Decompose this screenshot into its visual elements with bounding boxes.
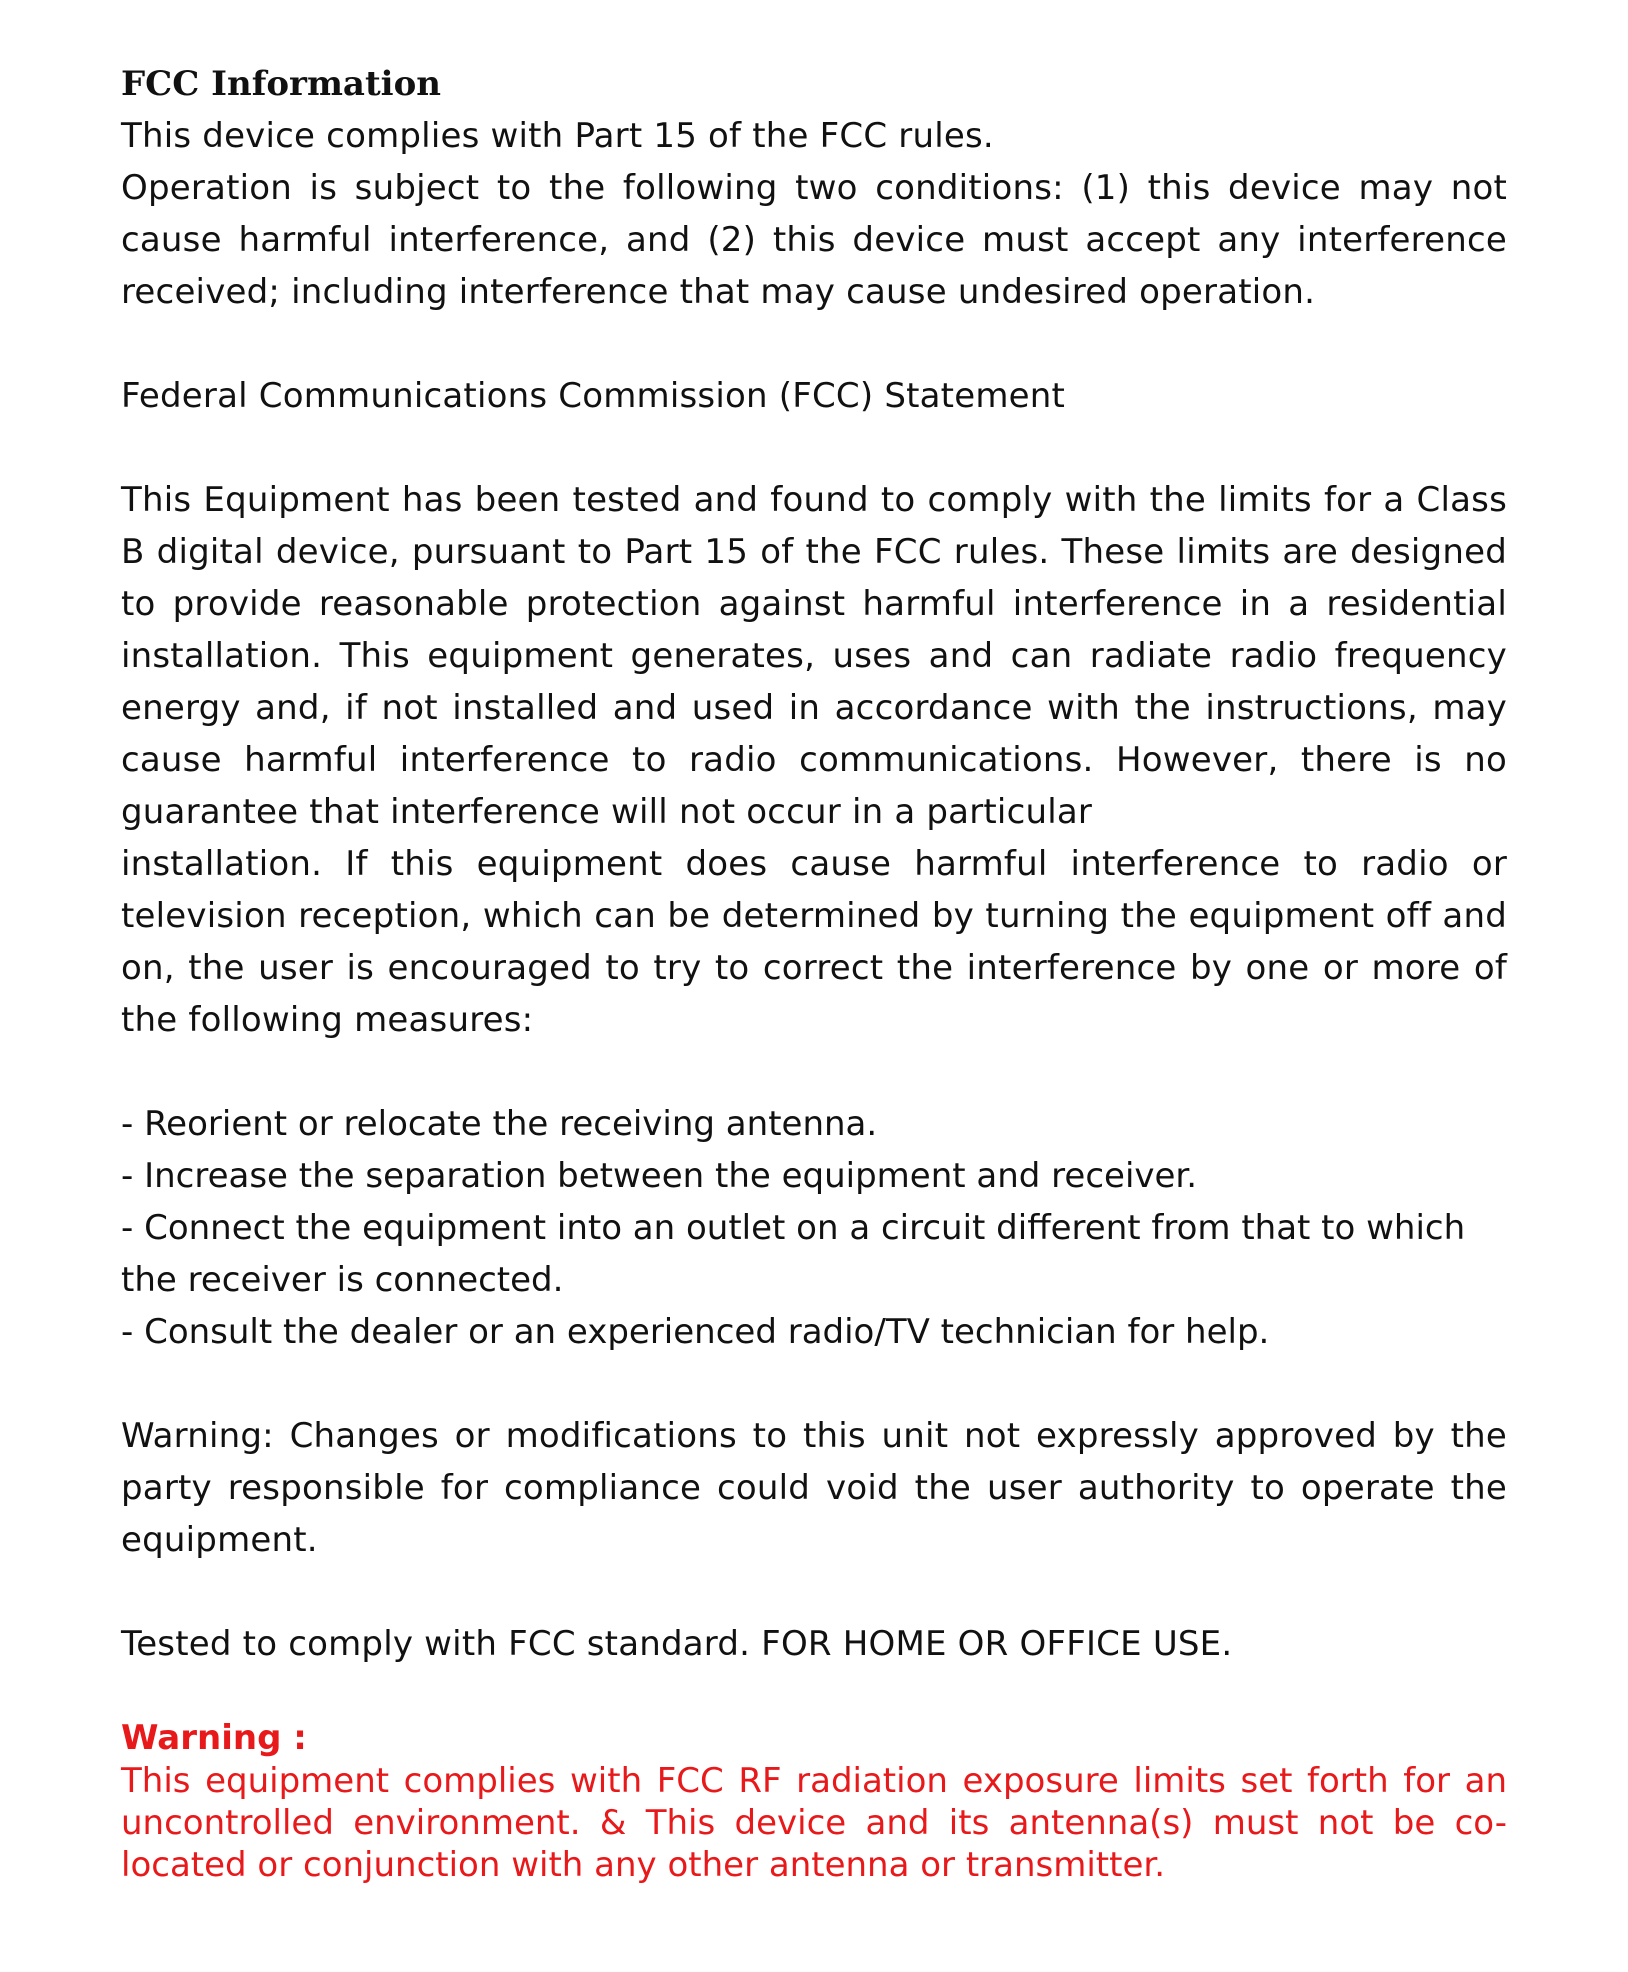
spacer xyxy=(121,1566,1507,1618)
spacer xyxy=(121,318,1507,370)
statement-heading: Federal Communications Commission (FCC) Statement xyxy=(121,376,1066,416)
tested-statement: Tested to comply with FCC standard. FOR HOME OR OFFICE USE. xyxy=(121,1624,1233,1664)
measure-item: - Consult the dealer or an experienced radio/TV technician for help. xyxy=(121,1312,1270,1352)
modifications-warning: Warning: Changes or modifications to this unit not expressly approved by the party responsible for compliance could void the user authority to operate the equipment. xyxy=(121,1416,1507,1560)
document-page xyxy=(121,58,1507,1886)
compliance-conditions: Operation is subject to the following two conditions: (1) this device may not cause harmful interference, and (2) this device must accept any interference received; including interference that may cause undesired operation. xyxy=(121,168,1507,312)
statement-paragraph-2: installation. If this equipment does cause harmful interference to radio or television reception, which can be determined by turning the equipment off and on, the user is encouraged to try to correct the interference by one or more of the following measures: xyxy=(121,844,1507,1040)
rf-warning-text: This equipment complies with FCC RF radiation exposure limits set forth for an uncontrolled environment. & This device and its antenna(s) must not be co-located or conjunction with any other antenna or transmitter. xyxy=(121,1761,1507,1885)
compliance-line-1: This device complies with Part 15 of the FCC rules. xyxy=(121,116,994,156)
measure-item: - Connect the equipment into an outlet on a circuit different from that to which the receiver is connected. xyxy=(121,1208,1466,1300)
statement-paragraph-1: This Equipment has been tested and found to comply with the limits for a Class B digital device, pursuant to Part 15 of the FCC rules. These limits are designed to provide reasonable protection against harmful interference in a residential installation. This equipment generates, uses and can radiate radio frequency energy and, if not installed and used in accordance with the instructions, may cause harmful interference to radio communications. However, there is no guarantee that interference will not occur in a particular xyxy=(121,480,1507,832)
measure-item: - Reorient or relocate the receiving antenna. xyxy=(121,1104,878,1144)
spacer xyxy=(121,1670,1507,1710)
measure-item: - Increase the separation between the equipment and receiver. xyxy=(121,1156,1198,1196)
spacer xyxy=(121,422,1507,474)
spacer xyxy=(121,1358,1507,1410)
spacer xyxy=(121,1046,1507,1098)
document-title: FCC Information xyxy=(121,64,441,104)
rf-warning-title: Warning : xyxy=(121,1718,307,1758)
